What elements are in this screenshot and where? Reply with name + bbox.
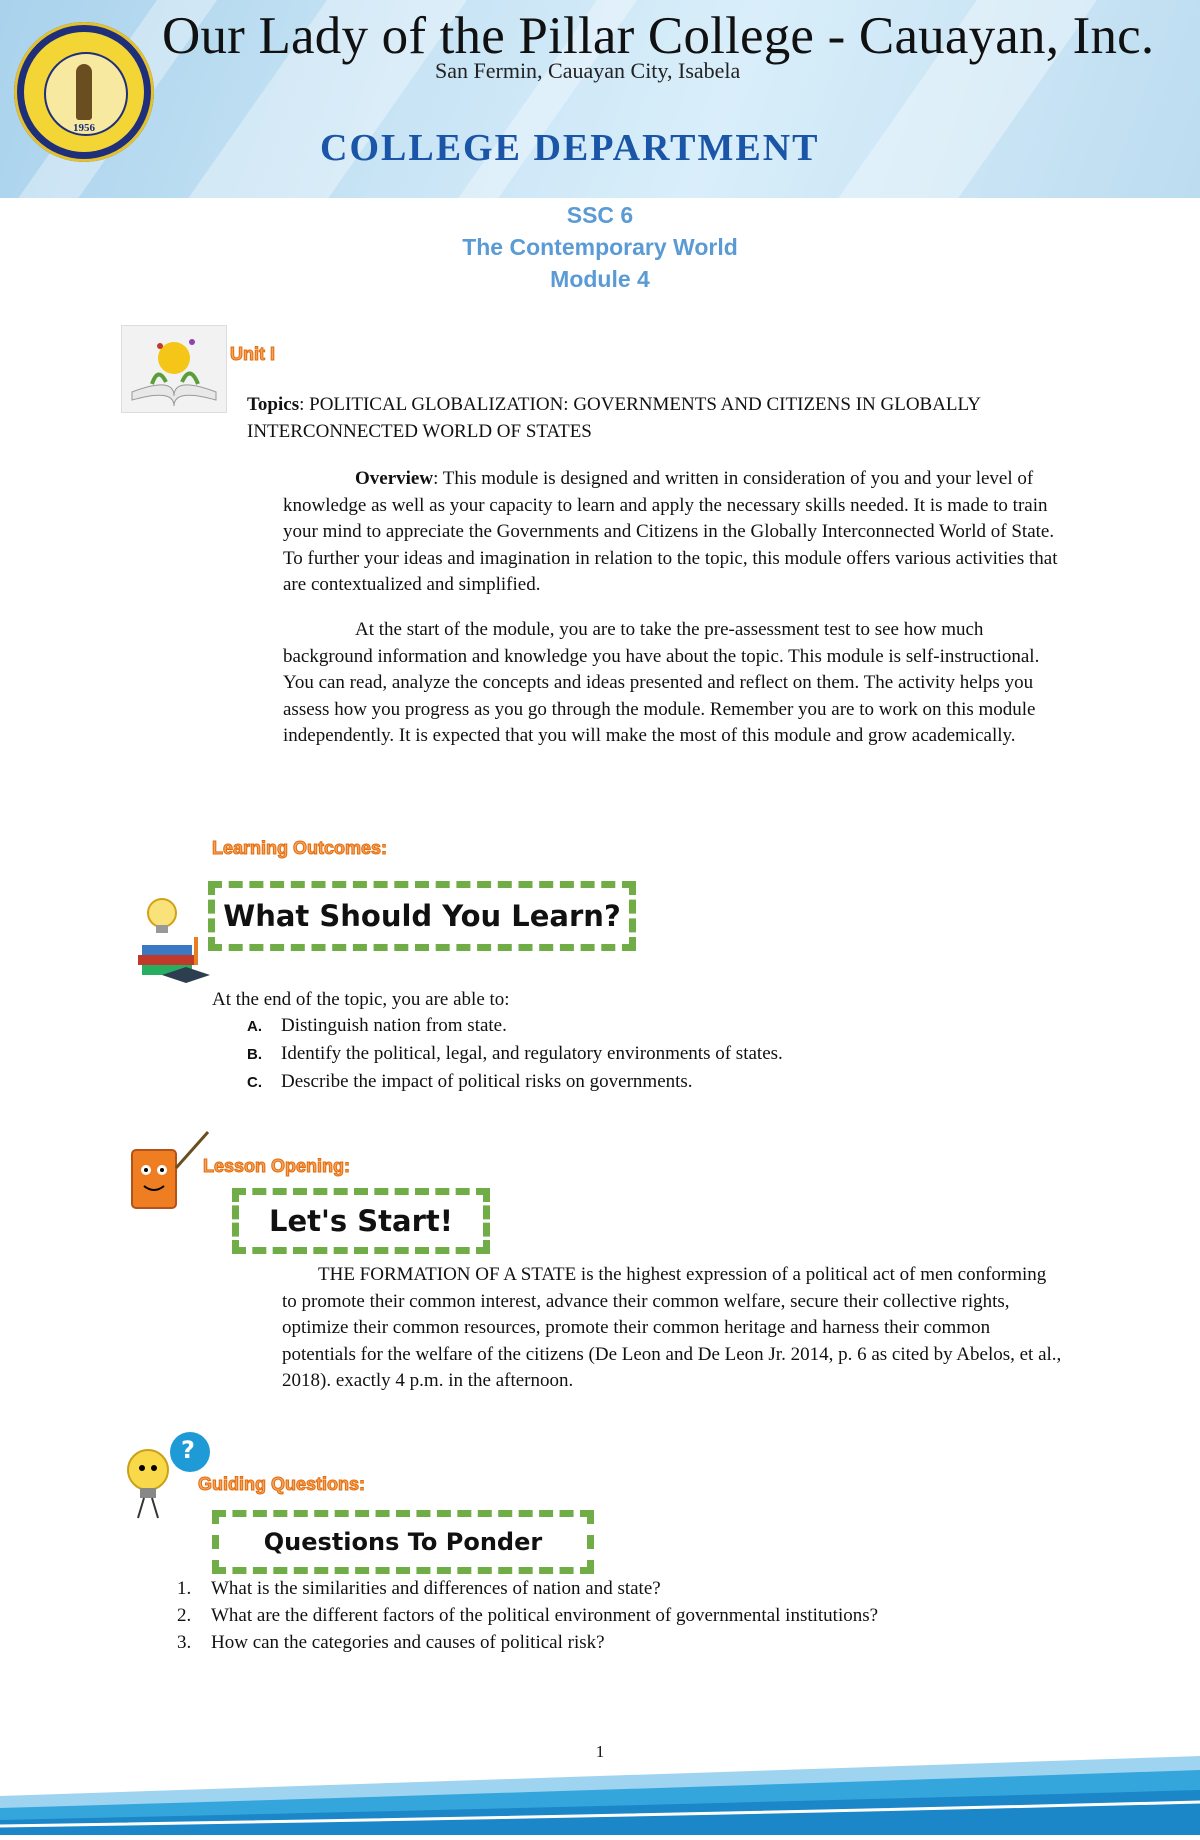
overview-text: : This module is designed and written in consideration of you and your level of knowledge as well as your capacity to learn and apply the necessary skills needed. It is made to train your mind to appreciate the Governments and Citizens in the Globally Interconnected World of State. To further your ideas and imagination in relation to the topic, this module offers various activities that are contextualized and simplified. — [283, 468, 1058, 596]
list-item: A. Distinguish nation from state. — [247, 1015, 507, 1036]
guiding-questions-list — [177, 1575, 1077, 1656]
lesson-opening-label: Lesson Opening: — [203, 1156, 351, 1176]
virgin-pillar-figure-icon — [76, 64, 92, 120]
department-title: COLLEGE DEPARTMENT — [320, 127, 820, 169]
course-code: SSC 6 — [566, 202, 634, 228]
state-formation-paragraph: THE FORMATION OF A STATE is the highest expression of a political act of men conforming to promote their common interest, advance their common welfare, secure their collective rights, optimize their common resources, promote their common heritage and harness their common potentials for the welfare of the citizens (De Leon and De Leon Jr. 2014, p. 6 as cited by Abelos, et al., 2018). exactly 4 p.m. in the afternoon. — [282, 1264, 1062, 1392]
college-seal-logo — [14, 22, 154, 162]
list-item: 3. How can the categories and causes of political risk? — [177, 1632, 605, 1653]
guiding-questions-label: Guiding Questions: — [198, 1474, 365, 1494]
overview-label: Overview — [355, 468, 434, 489]
open-book-illustration-icon — [121, 325, 227, 413]
learning-outcomes-label: Learning Outcomes: — [212, 838, 388, 858]
lightbulb-books-illustration-icon — [132, 893, 212, 985]
what-should-you-learn-banner: What Should You Learn? — [208, 881, 636, 951]
unit-label: Unit I — [230, 344, 275, 364]
topics-paragraph — [247, 392, 1037, 445]
module-instructions-paragraph: At the start of the module, you are to take the pre-assessment test to see how much background information and knowledge you have about the topic. This module is self-instructional. You can read, analyze the concepts and ideas presented and reflect on them. The activity helps you assess how you progress as you go through the module. Remember you are to work on this module independently. It is expected that you will make the most of this module and grow academically. — [283, 619, 1040, 747]
list-item: B. Identify the political, legal, and regulatory environments of states. — [247, 1043, 783, 1064]
list-item: 2. What are the different factors of the political environment of governmental institutions? — [177, 1605, 879, 1626]
topics-label: Topics — [247, 394, 300, 415]
cartoon-book-pointer-icon — [120, 1128, 212, 1220]
overview-paragraph — [283, 466, 1058, 599]
question-mark-badge: ? — [181, 1436, 195, 1464]
college-address: San Fermin, Cauayan City, Isabela — [435, 58, 741, 83]
course-title: The Contemporary World — [462, 234, 738, 260]
learning-intro: At the end of the topic, you are able to: — [212, 989, 510, 1010]
list-item: 1. What is the similarities and differences of nation and state? — [177, 1578, 661, 1599]
college-name: Our Lady of the Pillar College - Cauayan, Inc. — [162, 7, 1155, 65]
topics-text: : POLITICAL GLOBALIZATION: GOVERNMENTS AND CITIZENS IN GLOBALLY INTERCONNECTED WORLD OF STATES — [247, 394, 981, 442]
seal-year: 1956 — [73, 122, 95, 134]
footer-wave-decoration — [0, 1756, 1200, 1835]
lets-start-banner: Let's Start! — [232, 1188, 490, 1254]
page-number: 1 — [595, 1742, 605, 1761]
questions-to-ponder-banner: Questions To Ponder — [212, 1510, 594, 1574]
list-item: C. Describe the impact of political risks on governments. — [247, 1071, 693, 1092]
module-number: Module 4 — [550, 266, 650, 292]
learning-outcomes-list — [247, 1012, 1107, 1096]
